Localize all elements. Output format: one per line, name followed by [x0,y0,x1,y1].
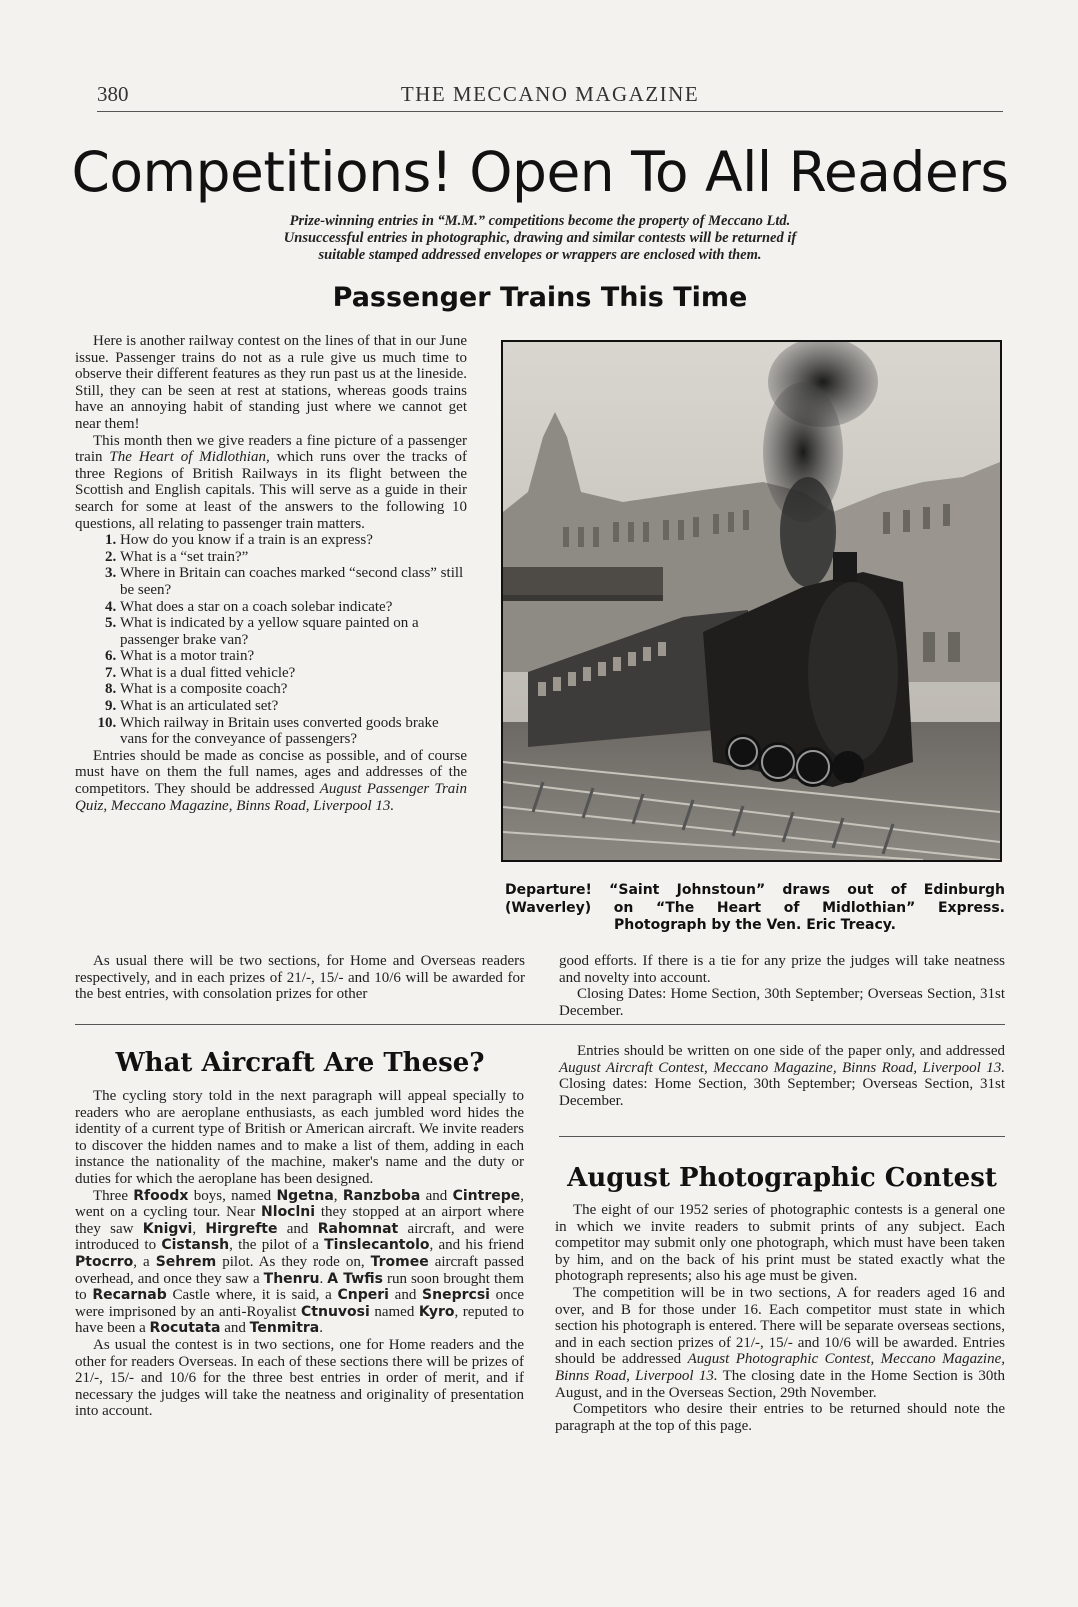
text-run: aircraft, and were introduced to [75,1220,524,1254]
magazine-title: THE MECCANO MAGAZINE [400,82,700,106]
question-item: 8. What is a composite coach? [120,681,467,698]
question-item: 5. What is indicated by a yellow square painted on a passenger brake van? [120,615,467,648]
text-run: . [319,1270,328,1287]
text-run: The closing date in the Home Section is 30th August, and in the Overseas Section, 29th November. [555,1367,1005,1401]
address: August Passenger Train Quiz, Meccano Magazine, Binns Road, Liverpool 13. [75,781,467,814]
jumbled-word: Rahomnat [317,1220,399,1237]
question-item: 7. What is a dual fitted vehicle? [120,665,467,682]
text-run: and [277,1220,318,1237]
passenger-column [75,333,467,814]
closing-dates: Closing Dates: Home Section, 30th September; Overseas Section, 31st December. [559,986,1005,1019]
text-run: , went on a cycling tour. Near [75,1187,524,1221]
question-item: 6. What is a motor train? [120,648,467,665]
question-item: 1. How do you know if a train is an express? [120,532,467,549]
text-run: and [388,1287,423,1304]
text-run: Entries should be written on one side of the paper only, and addressed [577,1043,1005,1059]
passenger-paragraph [75,748,467,814]
text-run: This month then we give readers a fine picture of a passenger train [75,432,467,466]
jumbled-word: Tinslecantolo [324,1237,430,1254]
passenger-continuation-right [559,953,1005,1019]
jumbled-word: Hirgrefte [205,1220,278,1237]
jumbled-word: Rocutata [149,1320,221,1337]
caption-line: Departure! “Saint Johnstoun” draws out of Edinburgh [505,882,1005,898]
aircraft-section-title: What Aircraft Are These? [115,1048,485,1078]
passenger-paragraph [75,433,467,533]
jumbled-word: Nloclni [261,1204,316,1221]
intro-line: suitable stamped addressed envelopes or wrappers are enclosed with them. [318,247,762,263]
text-run: , [192,1220,206,1237]
jumbled-word: Tenmitra [249,1320,320,1337]
jumbled-word: Ranzboba [342,1187,421,1204]
passenger-section-title: Passenger Trains This Time [332,282,748,313]
text-run: . [319,1320,324,1337]
text-run: Three [93,1187,134,1204]
text-run: , the pilot of a [229,1237,325,1254]
text-run: boys, named [188,1187,277,1204]
question-item: 4. What does a star on a coach solebar indicate? [120,599,467,616]
jumbled-word: Ngetna [276,1187,334,1204]
passenger-continuation-left [75,953,525,1003]
text-run: pilot. As they rode on, [216,1253,371,1270]
jumbled-word: Cnperi [337,1287,389,1304]
text-run: , and his friend [429,1237,524,1254]
caption-line: Photograph by the Ven. Eric Treacy. [614,917,896,933]
photo-contest-column [555,1202,1005,1434]
text-run: The competition will be in two sections, A for readers aged 16 and over, and B for those under 16. Each competitor must state in which section his photograph is entered. There will be separate overseas sections, and in each section prizes of 21/-, 15/- and 10/6 will be awarded. Entries should be addressed [555,1284,1005,1368]
question-item: 3. Where in Britain can coaches marked “second class” still be seen? [120,565,467,598]
photo-contest-paragraph: The eight of our 1952 series of photographic contests is a general one in which we invite readers to submit prints of any subject. Each competitor may submit only one photograph, which must have been taken by him, and on the back of his print must be stated exactly what the photograph represents; also his age must be given. [555,1202,1005,1285]
intro-line: Prize-winning entries in “M.M.” competitions become the property of Meccano Ltd. [289,213,791,229]
photo-contest-paragraph [555,1285,1005,1401]
page-number: 380 [97,82,129,106]
passenger-paragraph: Here is another railway contest on the lines of that in our June issue. Passenger trains do not as a rule give us much time to observe their different features as they run past us at the lineside. Still, they can be seen at rest at stations, whereas goods trains have an annoying habit of standing just where we cannot get near them! [75,333,467,432]
text-run: , a [133,1253,156,1270]
jumbled-word: Recarnab [92,1287,167,1304]
text-run: Closing dates: Home Section, 30th September; Overseas Section, 31st December. [559,1076,1005,1109]
jumbled-word: Ctnuvosi [301,1303,370,1320]
jumbled-word: A Twfis [327,1270,383,1287]
locomotive-photo [501,340,1002,862]
intro-line: Unsuccessful entries in photographic, drawing and similar contests will be returned if [283,230,797,246]
caption-line: (Waverley) on “The Heart of Midlothian” Express. [505,899,1005,916]
text-run: , reputed to have been a [75,1303,524,1337]
train-name: The Heart of Midlothian, [109,449,270,466]
text-run: once were imprisoned by an anti-Royalist [75,1287,524,1320]
aircraft-story [75,1188,524,1337]
question-item: 10. Which railway in Britain uses converted goods brake vans for the conveyance of passengers? [120,715,467,748]
intro-notice [180,213,900,264]
jumbled-word: Cintrepe [452,1187,521,1204]
address: August Aircraft Contest, Meccano Magazine, Binns Road, Liverpool 13. [559,1059,1005,1076]
text-run: they stopped at an airport where they saw [75,1204,524,1237]
header-rule [97,111,1003,112]
jumbled-word: Knigvi [142,1220,193,1237]
photo-caption [505,882,1005,935]
passenger-paragraph: good efforts. If there is a tie for any prize the judges will take neatness and novelty into account. [559,953,1005,986]
aircraft-paragraph [559,1043,1005,1109]
aircraft-entries [559,1043,1005,1109]
aircraft-column [75,1088,524,1420]
locomotive-image [503,342,1000,860]
text-run: , [333,1187,343,1204]
photo-contest-title: August Photographic Contest [567,1163,997,1193]
aircraft-paragraph: The cycling story told in the next paragraph will appeal specially to readers who are aeroplane enthusiasts, as each jumbled word hides the identity of a current type of British or American aircraft. We invite readers to discover the hidden names and to make a list of them, adding in each instance the nationality of the machine, maker's name and the duty or duties for which the aeroplane has been designed. [75,1088,524,1187]
jumbled-word: Cistansh [161,1237,230,1254]
text-run: named [369,1303,419,1320]
jumbled-word: Tromee [370,1253,429,1270]
jumbled-word: Kyro [418,1303,455,1320]
passenger-paragraph: As usual there will be two sections, for Home and Overseas readers respectively, and in each prizes of 21/-, 15/- and 10/6 will be awarded for the best entries, with consolation prizes for other [75,953,525,1003]
jumbled-word: Thenru [263,1270,320,1287]
question-list [75,532,467,748]
text-run: Castle where, it is said, a [166,1287,338,1304]
jumbled-word: Ptocrro [75,1253,134,1270]
address: August Photographic Contest, Meccano Magazine, Binns Road, Liverpool 13. [555,1351,1005,1384]
photo-contest-paragraph: Competitors who desire their entries to be returned should note the paragraph at the top of this page. [555,1401,1005,1434]
text-run: and [420,1187,453,1204]
text-run: aircraft passed overhead, and once they saw a [75,1253,524,1287]
main-title: Competitions! Open To All Readers [71,140,1009,204]
page-header [97,80,1003,110]
text-run: and [220,1320,250,1337]
jumbled-word: Sneprcsi [422,1287,490,1304]
jumbled-word: Sehrem [155,1253,217,1270]
text-run: which runs over the tracks of three Regions of British Railways in its flight between the Scottish and English capitals. This will serve as a guide in their search for some at least of the answers to the following 10 questions, all relating to passenger train matters. [75,449,467,532]
jumbled-word: Rfoodx [133,1187,189,1204]
section-divider [75,1024,1005,1025]
text-run: Entries should be made as concise as possible, and of course must have on them the full names, ages and addresses of the competitors. They should be addressed [75,747,467,798]
question-item: 9. What is an articulated set? [120,698,467,715]
section-divider [559,1136,1005,1137]
text-run: run soon brought them to [75,1270,524,1304]
question-item: 2. What is a “set train?” [120,549,467,566]
aircraft-paragraph: As usual the contest is in two sections, one for Home readers and the other for readers Overseas. In each of these sections there will be prizes of 21/-, 15/- and 10/6 for the three best entries in order of merit, and if necessary the judges will take the neatness and originality of presentation into account. [75,1336,524,1420]
